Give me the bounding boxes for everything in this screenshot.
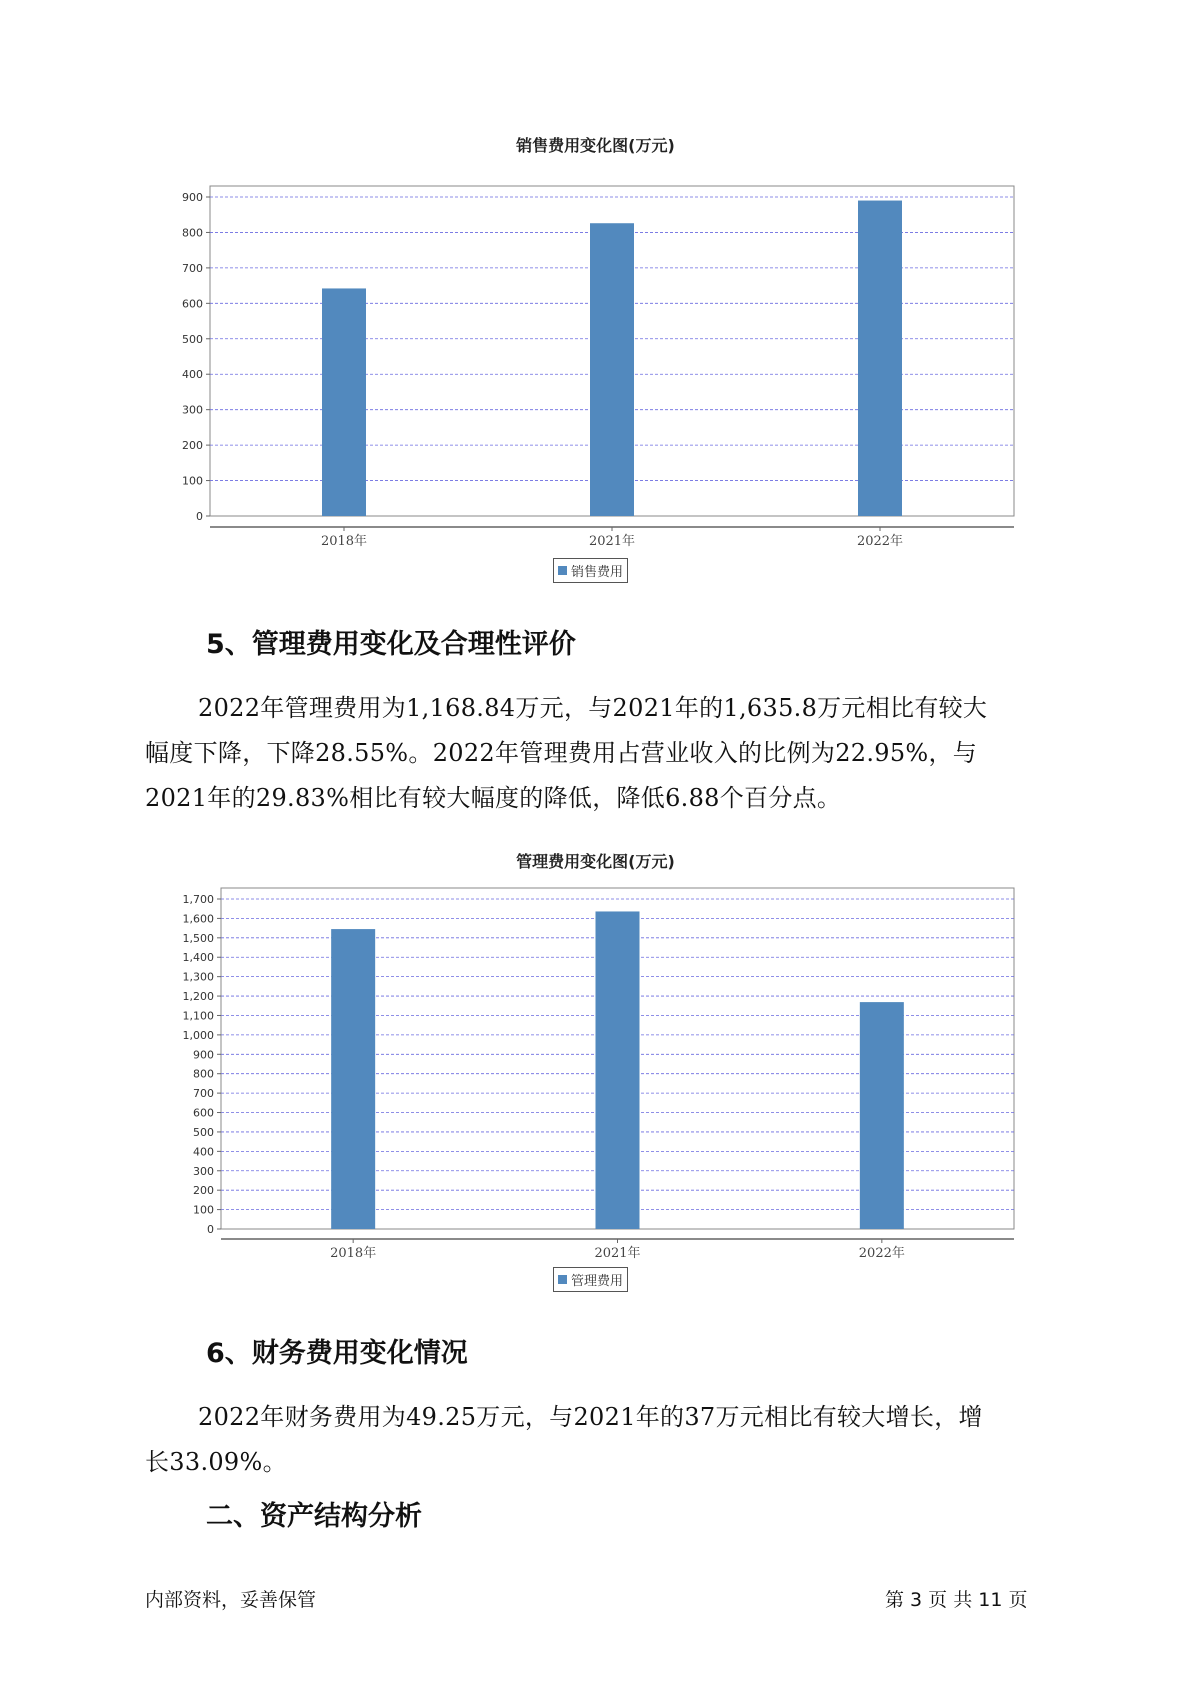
sales-chart-title: 销售费用变化图(万元) <box>516 136 675 155</box>
y-tick-label: 400 <box>182 368 203 382</box>
paragraph-line: 2022年财务费用为49.25万元，与2021年的37万元相比有较大增长，增 <box>198 1403 983 1431</box>
y-tick-label: 100 <box>193 1203 214 1217</box>
y-tick-label: 1,400 <box>182 951 214 965</box>
y-tick-label: 300 <box>182 403 203 417</box>
y-tick-label: 600 <box>182 297 203 311</box>
paragraph-line: 幅度下降，下降28.55%。2022年管理费用占营业收入的比例为22.95%，与 <box>145 739 978 767</box>
y-tick-label: 500 <box>182 332 203 346</box>
y-tick-label: 700 <box>193 1087 214 1101</box>
y-tick-label: 200 <box>182 439 203 453</box>
y-tick-label: 1,700 <box>182 893 214 906</box>
bar <box>590 223 634 516</box>
x-tick-label: 2022年 <box>856 534 904 549</box>
legend-swatch <box>558 566 567 575</box>
bar <box>322 288 366 516</box>
admin-chart-title: 管理费用变化图(万元) <box>516 852 675 871</box>
sales-expense-chart <box>0 170 1191 590</box>
y-tick-label: 600 <box>193 1106 214 1120</box>
footer-page-number: 第 3 页 共 11 页 <box>885 1589 1028 1611</box>
bar <box>860 1002 904 1229</box>
y-tick-label: 700 <box>182 261 203 275</box>
y-tick-label: 1,100 <box>182 1009 214 1023</box>
y-tick-label: 900 <box>182 191 203 204</box>
x-tick-label: 2021年 <box>588 534 636 549</box>
y-tick-label: 100 <box>182 474 203 488</box>
admin-expense-heading: 5、管理费用变化及合理性评价 <box>206 629 576 660</box>
legend-swatch <box>558 1275 567 1284</box>
finance-expense-heading: 6、财务费用变化情况 <box>206 1338 468 1369</box>
y-tick-label: 300 <box>193 1164 214 1178</box>
asset-structure-heading: 二、资产结构分析 <box>206 1501 422 1532</box>
y-tick-label: 500 <box>193 1125 214 1139</box>
finance-expense-paragraph <box>145 1395 1065 1485</box>
paragraph-line: 2022年管理费用为1,168.84万元，与2021年的1,635.8万元相比有较大 <box>198 694 988 722</box>
legend-label: 管理费用 <box>571 1274 624 1289</box>
y-tick-label: 0 <box>196 510 203 523</box>
paragraph-line: 2021年的29.83%相比有较大幅度的降低，降低6.88个百分点。 <box>145 784 842 812</box>
x-tick-label: 2021年 <box>594 1246 641 1261</box>
y-tick-label: 1,600 <box>182 912 214 926</box>
bar <box>596 911 640 1229</box>
footer-confidential-note: 内部资料，妥善保管 <box>145 1589 317 1611</box>
paragraph-line: 长33.09%。 <box>145 1448 287 1476</box>
y-tick-label: 800 <box>193 1067 214 1081</box>
y-tick-label: 1,000 <box>182 1028 214 1042</box>
y-tick-label: 900 <box>193 1048 214 1062</box>
y-tick-label: 1,200 <box>182 990 214 1004</box>
admin-expense-chart <box>0 880 1191 1280</box>
y-tick-label: 1,500 <box>182 931 214 945</box>
x-tick-label: 2018年 <box>330 1246 377 1261</box>
admin-chart-legend <box>553 1267 628 1292</box>
admin-expense-paragraph <box>145 686 1065 821</box>
x-tick-label: 2022年 <box>858 1246 905 1261</box>
y-tick-label: 200 <box>193 1184 214 1198</box>
bar <box>331 929 375 1229</box>
sales-chart-legend <box>553 558 628 583</box>
y-tick-label: 400 <box>193 1145 214 1159</box>
y-tick-label: 0 <box>207 1223 214 1236</box>
legend-label: 销售费用 <box>571 565 624 580</box>
bar <box>858 201 902 516</box>
x-tick-label: 2018年 <box>320 534 368 549</box>
y-tick-label: 1,300 <box>182 970 214 984</box>
y-tick-label: 800 <box>182 226 203 240</box>
